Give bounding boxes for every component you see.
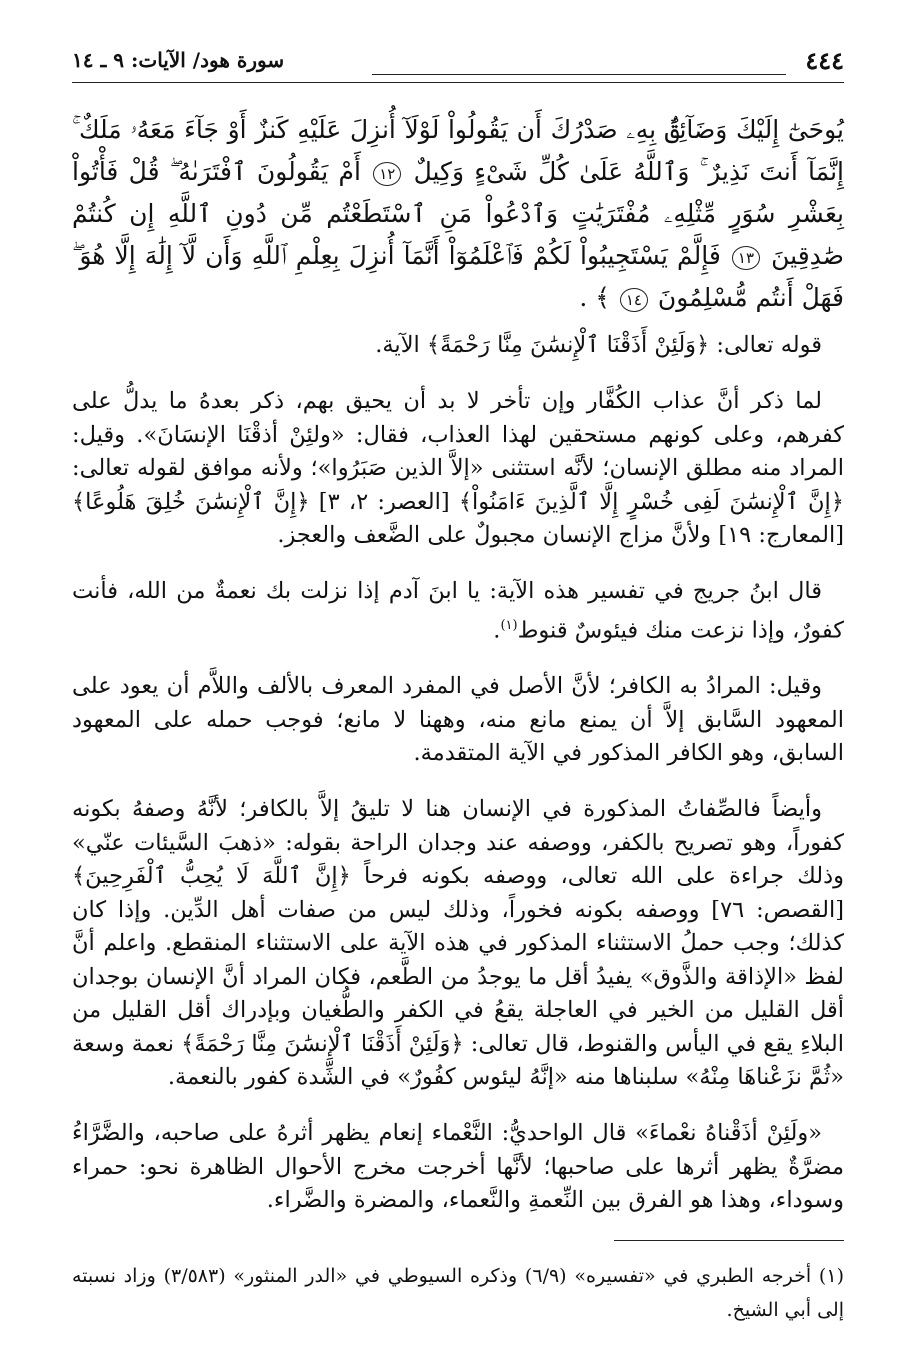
quran-verses-block: [72, 109, 844, 319]
commentary-paragraph: لما ذكر أنَّ عذاب الكُفَّار وإن تأخر لا بد أن يحيق بهم، ذكر بعدهُ ما يدلُّ على كفرهم، وعلى كونهم مستحقين لهذا العذاب، فقال: «ولئِنْ أذقْنَا الإنسَانَ». وقيل: المراد منه مطلق الإنسان؛ لأنَّه استثنى «إلاَّ الذين صَبَرُوا»؛ ولأنه موافق لقوله تعالى: ﴿إِنَّ ٱلْإِنسَٰنَ لَفِى خُسْرٍ إِلَّا ٱلَّذِينَ ءَامَنُواْ﴾ [العصر: ٢، ٣] ﴿إِنَّ ٱلْإِنسَٰنَ خُلِقَ هَلُوعًا﴾ [المعارج: ١٩] ولأنَّ مزاج الإنسان مجبولٌ على الضَّعف والعجز.: [72, 388, 844, 548]
running-header: [72, 44, 844, 83]
ayah-number-marker: ١٢: [373, 162, 401, 186]
verse-text: يُوحَىٰٓ إِلَيْكَ وَضَآئِقٌۢ بِهِۦ صَدْرُكَ أَن يَقُولُواْ لَوْلَآ أُنزِلَ عَلَيْهِ كَنزٌ أَوْ جَآءَ مَعَهُۥ مَلَكٌ ۚ إِنَّمَآ أَنتَ نَذِيرٌ ۚ وَٱللَّهُ عَلَىٰ كُلِّ شَىْءٍ وَكِيلٌ: [72, 115, 844, 186]
verse-text: أَمْ يَقُولُونَ ٱفْتَرَىٰهُ ۖ قُلْ فَأْتُواْ بِعَشْرِ سُوَرٍ مِّثْلِهِۦ مُفْتَرَيَٰتٍ وَٱدْعُواْ مَنِ ٱسْتَطَعْتُم مِّن دُونِ ٱللَّهِ إِن كُنتُمْ صَٰدِقِينَ: [72, 157, 845, 270]
paragraph-end: .: [493, 617, 501, 643]
footnote-reference[interactable]: (١): [500, 617, 518, 633]
commentary-paragraph: [72, 575, 844, 648]
header-title: سورة هود/ الآيات: ٩ ـ ١٤: [72, 48, 285, 72]
verse-end: ﴾ .: [579, 283, 610, 312]
book-page: [72, 44, 844, 1346]
commentary-paragraph: وأيضاً فالصِّفاتُ المذكورة في الإنسان هنا لا تليقُ إلاَّ بالكافر؛ لأنَّهُ وصفهُ بكونه كفوراً، وهو تصريح بالكفر، ووصفه عند وجدان الراحة بقوله: «ذهبَ السَّيئات عنّي» وذلك جراءة على الله تعالى، ووصفه بكونه فرحاً ﴿إِنَّ ٱللَّهَ لَا يُحِبُّ ٱلْفَرِحِينَ﴾ [القصص: ٧٦] ووصفه بكونه فخوراً، وذلك ليس من صفات أهل الدِّين. وإذا كان كذلك؛ وجب حملُ الاستثناء المذكور في هذه الآية على الاستثناء المنقطع. واعلم أنَّ لفظ «الإذاقة والذَّوق» يفيدُ أقل ما يوجدُ من الطَّعم، فكان المراد أنَّ الإنسان بوجدان أقل القليل من الخير في العاجلة يقعُ في الكفر والطُّغيان وبإدراك أقل القليل من البلاءِ يقع في اليأس والقنوط، قال تعالى: ﴿وَلَئِنْ أَذَقْنَا ٱلْإِنسَٰنَ مِنَّا رَحْمَةً﴾ نعمة وسعة «ثُمَّ نزَعْناهَا مِنْهُ» سلبناها منه «إنَّهُ ليئوس كفُورٌ» في الشِّدة كفور بالنعمة.: [72, 796, 844, 1090]
commentary-paragraph: «ولَئِنْ أذَقْناهُ نعْماءَ» قال الواحديُّ: النَّعْماء إنعام يظهر أثرهُ على صاحبه، والضَّرَّاءُ مضرَّةٌ يظهر أثرها على صاحبها؛ لأنَّها أخرجت مخرج الأحوال الظاهرة نحو: حمراء وسوداء، وهذا هو الفرق بين النِّعمةِ والنَّعماء، والمضرة والضَّراء.: [72, 1120, 844, 1213]
page-number: ٤٤٤: [805, 46, 844, 75]
commentary-paragraph: قوله تعالى: ﴿وَلَئِنْ أَذَقْنَا ٱلْإِنسَٰنَ مِنَّا رَحْمَةً﴾ الآية.: [375, 332, 822, 358]
ayah-number-marker: ١٤: [620, 288, 648, 312]
footnote-divider: [614, 1240, 844, 1241]
verse-text: فَإِلَّمْ يَسْتَجِيبُواْ لَكُمْ فَٱعْلَمُوٓاْ أَنَّمَآ أُنزِلَ بِعِلْمِ ٱللَّهِ وَأَن لَّآ إِلَٰهَ إِلَّا هُوَ ۖ فَهَلْ أَنتُم مُّسْلِمُونَ: [72, 241, 844, 312]
header-rule: [372, 74, 786, 75]
paragraph-text: قال ابنُ جريج في تفسير هذه الآية: يا ابنَ آدم إذا نزلت بك نعمةٌ من الله، فأنت كفورٌ، وإذا نزعت منك فيئوسٌ قنوط: [72, 578, 844, 643]
ayah-number-marker: ١٣: [732, 246, 760, 270]
commentary-paragraph: وقيل: المرادُ به الكافر؛ لأنَّ الأصل في المفرد المعرف بالألف واللاَّم أن يعود على المعهود السَّابق إلاَّ أن يمنع مانع منه، وههنا لا مانع؛ فوجب حمله على المعهود السابق، وهو الكافر المذكور في الآية المتقدمة.: [72, 673, 844, 766]
footnote: (١) أخرجه الطبري في «تفسيره» (٦/٩) وذكره السيوطي في «الدر المنثور» (٣/٥٨٣) وزاد نسبته إلى أبي الشيخ.: [72, 1265, 844, 1321]
